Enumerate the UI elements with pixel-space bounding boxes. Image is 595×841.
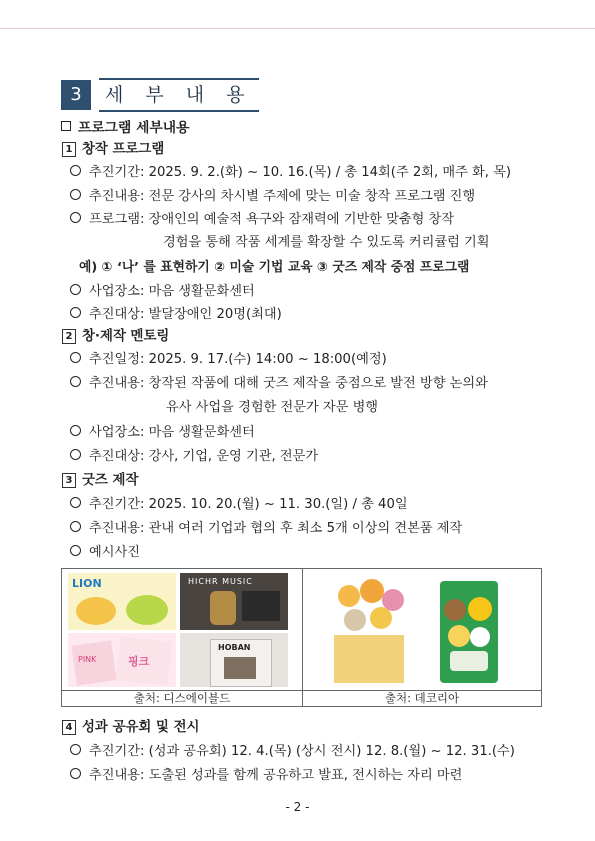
line-friends-lollipop-photo [434, 577, 504, 687]
creation-target: 추진대상: 발달장애인 20명(최대) [70, 306, 282, 324]
section-number: 3 [61, 80, 91, 110]
circle-bullet-icon [70, 768, 81, 779]
goods-period: 추진기간: 2025. 10. 20.(월) ~ 11. 30.(일) / 총 40일 [70, 496, 408, 514]
circle-bullet-icon [70, 449, 81, 460]
mentoring-content: 추진내용: 창작된 작품에 대해 굿즈 제작을 중점으로 발전 방향 논의와 [70, 375, 488, 393]
mentoring-target: 추진대상: 강사, 기업, 운영 기관, 전문가 [70, 448, 318, 466]
creation-title: 1 창작 프로그램 [62, 141, 164, 159]
top-rule [0, 28, 595, 29]
table-divider [302, 569, 303, 706]
circle-bullet-icon [70, 212, 81, 223]
creation-period: 추진기간: 2025. 9. 2.(화) ~ 10. 16.(목) / 총 14회(주 2회, 매주 화, 목) [70, 164, 511, 182]
share-period: 추진기간: (성과 공유회) 12. 4.(목) (상시 전시) 12. 8.(월) ~ 12. 31.(수) [70, 743, 515, 761]
share-content: 추진내용: 도출된 성과를 함께 공유하고 발표, 전시하는 자리 마련 [70, 767, 462, 785]
mentoring-title: 2 창·제작 멘토링 [62, 328, 169, 346]
program-heading: 프로그램 세부내용 [61, 119, 189, 137]
square-bullet-icon [61, 121, 71, 131]
box-number: 3 [62, 473, 76, 488]
circle-bullet-icon [70, 744, 81, 755]
circle-bullet-icon [70, 352, 81, 363]
circle-bullet-icon [70, 425, 81, 436]
box-number: 2 [62, 329, 76, 344]
goods-content: 추진내용: 관내 여러 기업과 협의 후 최소 5개 이상의 견본품 제작 [70, 520, 462, 538]
box-number: 1 [62, 142, 76, 157]
caption-right: 출처: 데코리아 [384, 691, 460, 705]
circle-bullet-icon [70, 376, 81, 387]
page-number: - 2 - [285, 800, 310, 814]
circle-bullet-icon [70, 545, 81, 556]
caption-left: 출처: 디스에이블드 [133, 691, 231, 705]
creation-place: 사업장소: 마음 생활문화센터 [70, 283, 255, 301]
circle-bullet-icon [70, 165, 81, 176]
section-title: 세 부 내 용 [99, 78, 259, 112]
creation-example: 예) ① ‘나’ 를 표현하기 ② 미술 기법 교육 ③ 굿즈 제작 중점 프로그램 [79, 260, 470, 275]
goods-title: 3 굿즈 제작 [62, 472, 138, 490]
lion-tin-photo: LION [68, 573, 176, 630]
mentoring-schedule: 추진일정: 2025. 9. 17.(수) 14:00 ~ 18:00(예정) [70, 351, 387, 369]
hoban-bag-photo: HOBAN [180, 633, 288, 687]
goods-photos-label: 예시사진 [70, 544, 140, 562]
circle-bullet-icon [70, 189, 81, 200]
circle-bullet-icon [70, 521, 81, 532]
mentoring-content-cont: 유사 사업을 경험한 전문가 자문 병행 [166, 400, 379, 415]
creation-program-cont: 경험을 통해 작품 세계를 확장할 수 있도록 커리큘럼 기획 [163, 235, 490, 250]
mentoring-place: 사업장소: 마음 생활문화센터 [70, 424, 255, 442]
box-number: 4 [62, 720, 76, 735]
circle-bullet-icon [70, 284, 81, 295]
music-bag-photo: HICHR MUSIC [180, 573, 288, 630]
pooh-lollipop-photo [324, 575, 414, 687]
share-title: 4 성과 공유회 및 전시 [62, 719, 199, 737]
pink-card-photo: PINK 핑크 [68, 633, 176, 687]
circle-bullet-icon [70, 497, 81, 508]
circle-bullet-icon [70, 307, 81, 318]
creation-program: 프로그램: 장애인의 예술적 욕구와 잠재력에 기반한 맞춤형 창작 [70, 211, 454, 229]
photo-table [61, 568, 542, 707]
creation-content: 추진내용: 전문 강사의 차시별 주제에 맞는 미술 창작 프로그램 진행 [70, 188, 475, 206]
section-header [61, 80, 259, 110]
